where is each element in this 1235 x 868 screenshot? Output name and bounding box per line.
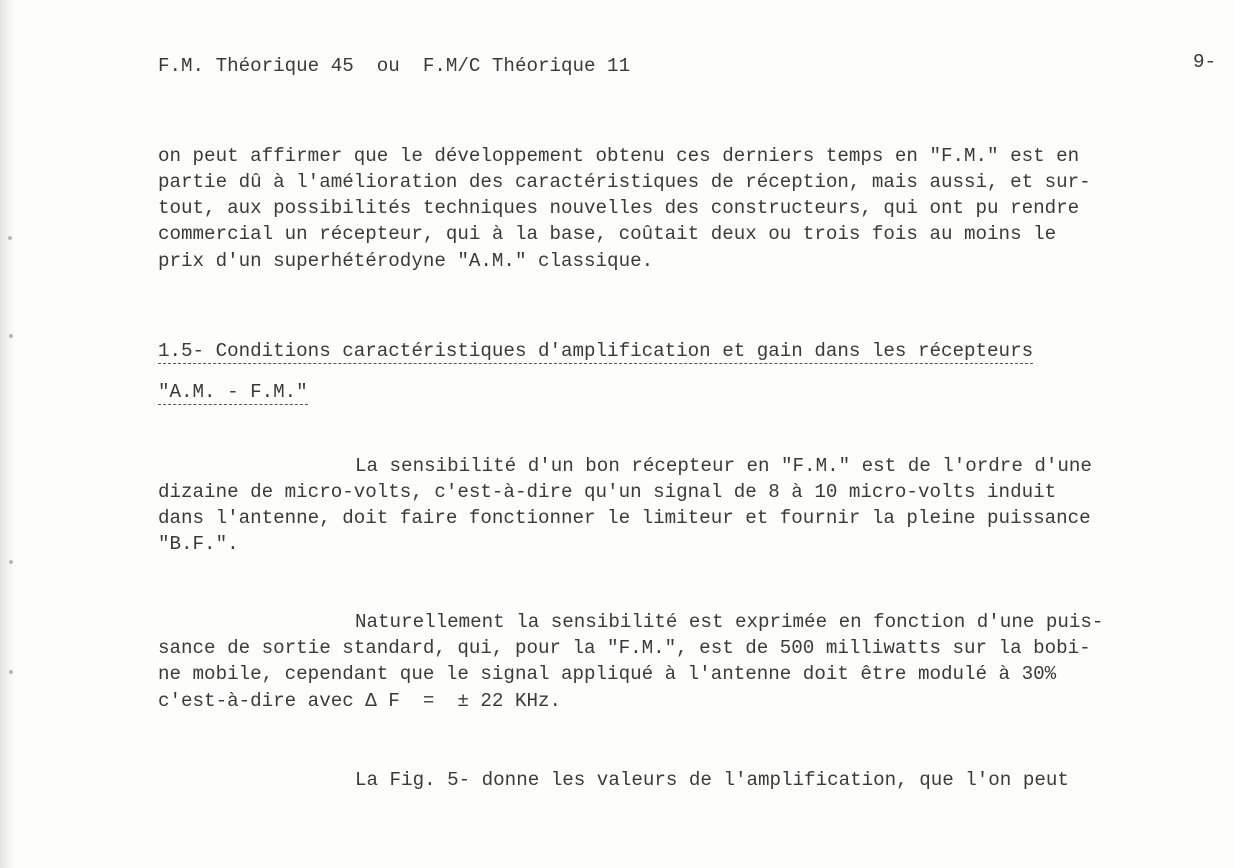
section-heading — [158, 340, 1033, 362]
page-header-title: F.M. Théorique 45 ou F.M/C Théorique 11 — [158, 55, 631, 77]
paragraph-1-line: commercial un récepteur, qui à la base, coûtait deux ou trois fois au moins le — [158, 223, 1057, 245]
paragraph-3-line: c'est-à-dire avec Δ F = ± 22 KHz. — [158, 690, 562, 712]
section-heading-text-continued: "A.M. - F.M." — [158, 381, 308, 403]
paragraph-2-line: dizaine de micro-volts, c'est-à-dire qu'un signal de 8 à 10 micro-volts induit — [158, 481, 1057, 503]
paragraph-1-line: tout, aux possibilités techniques nouvelles des constructeurs, qui ont pu rendre — [158, 197, 1080, 219]
paragraph-2-line: La sensibilité d'un bon récepteur en "F.M." est de l'ordre d'une — [355, 455, 1092, 477]
paragraph-1-line: prix d'un superhétérodyne "A.M." classique. — [158, 250, 654, 272]
section-heading-continued — [158, 381, 308, 403]
scan-speck — [9, 670, 13, 674]
paragraph-1-line: partie dû à l'amélioration des caractéristiques de réception, mais aussi, et sur- — [158, 171, 1091, 193]
paragraph-3-line: ne mobile, cependant que le signal appliqué à l'antenne doit être modulé à 30% — [158, 663, 1057, 685]
paragraph-2-line: dans l'antenne, doit faire fonctionner le limiteur et fournir la pleine puissance — [158, 507, 1091, 529]
scan-speck — [9, 334, 13, 338]
paragraph-3-line: sance de sortie standard, qui, pour la "F.M.", est de 500 milliwatts sur la bobi- — [158, 637, 1091, 659]
paragraph-2-line: "B.F.". — [158, 533, 239, 555]
paragraph-3-line: Naturellement la sensibilité est exprimée en fonction d'une puis- — [355, 611, 1104, 633]
paragraph-1-line: on peut affirmer que le développement obtenu ces derniers temps en "F.M." est en — [158, 145, 1080, 167]
scan-edge-shadow — [0, 0, 14, 868]
paragraph-4-line: La Fig. 5- donne les valeurs de l'amplification, que l'on peut — [355, 769, 1069, 791]
scan-speck — [9, 560, 13, 564]
page-number: 9- — [1193, 51, 1217, 73]
section-heading-text: 1.5- Conditions caractéristiques d'amplification et gain dans les récepteurs — [158, 340, 1034, 362]
scan-speck — [8, 236, 12, 240]
